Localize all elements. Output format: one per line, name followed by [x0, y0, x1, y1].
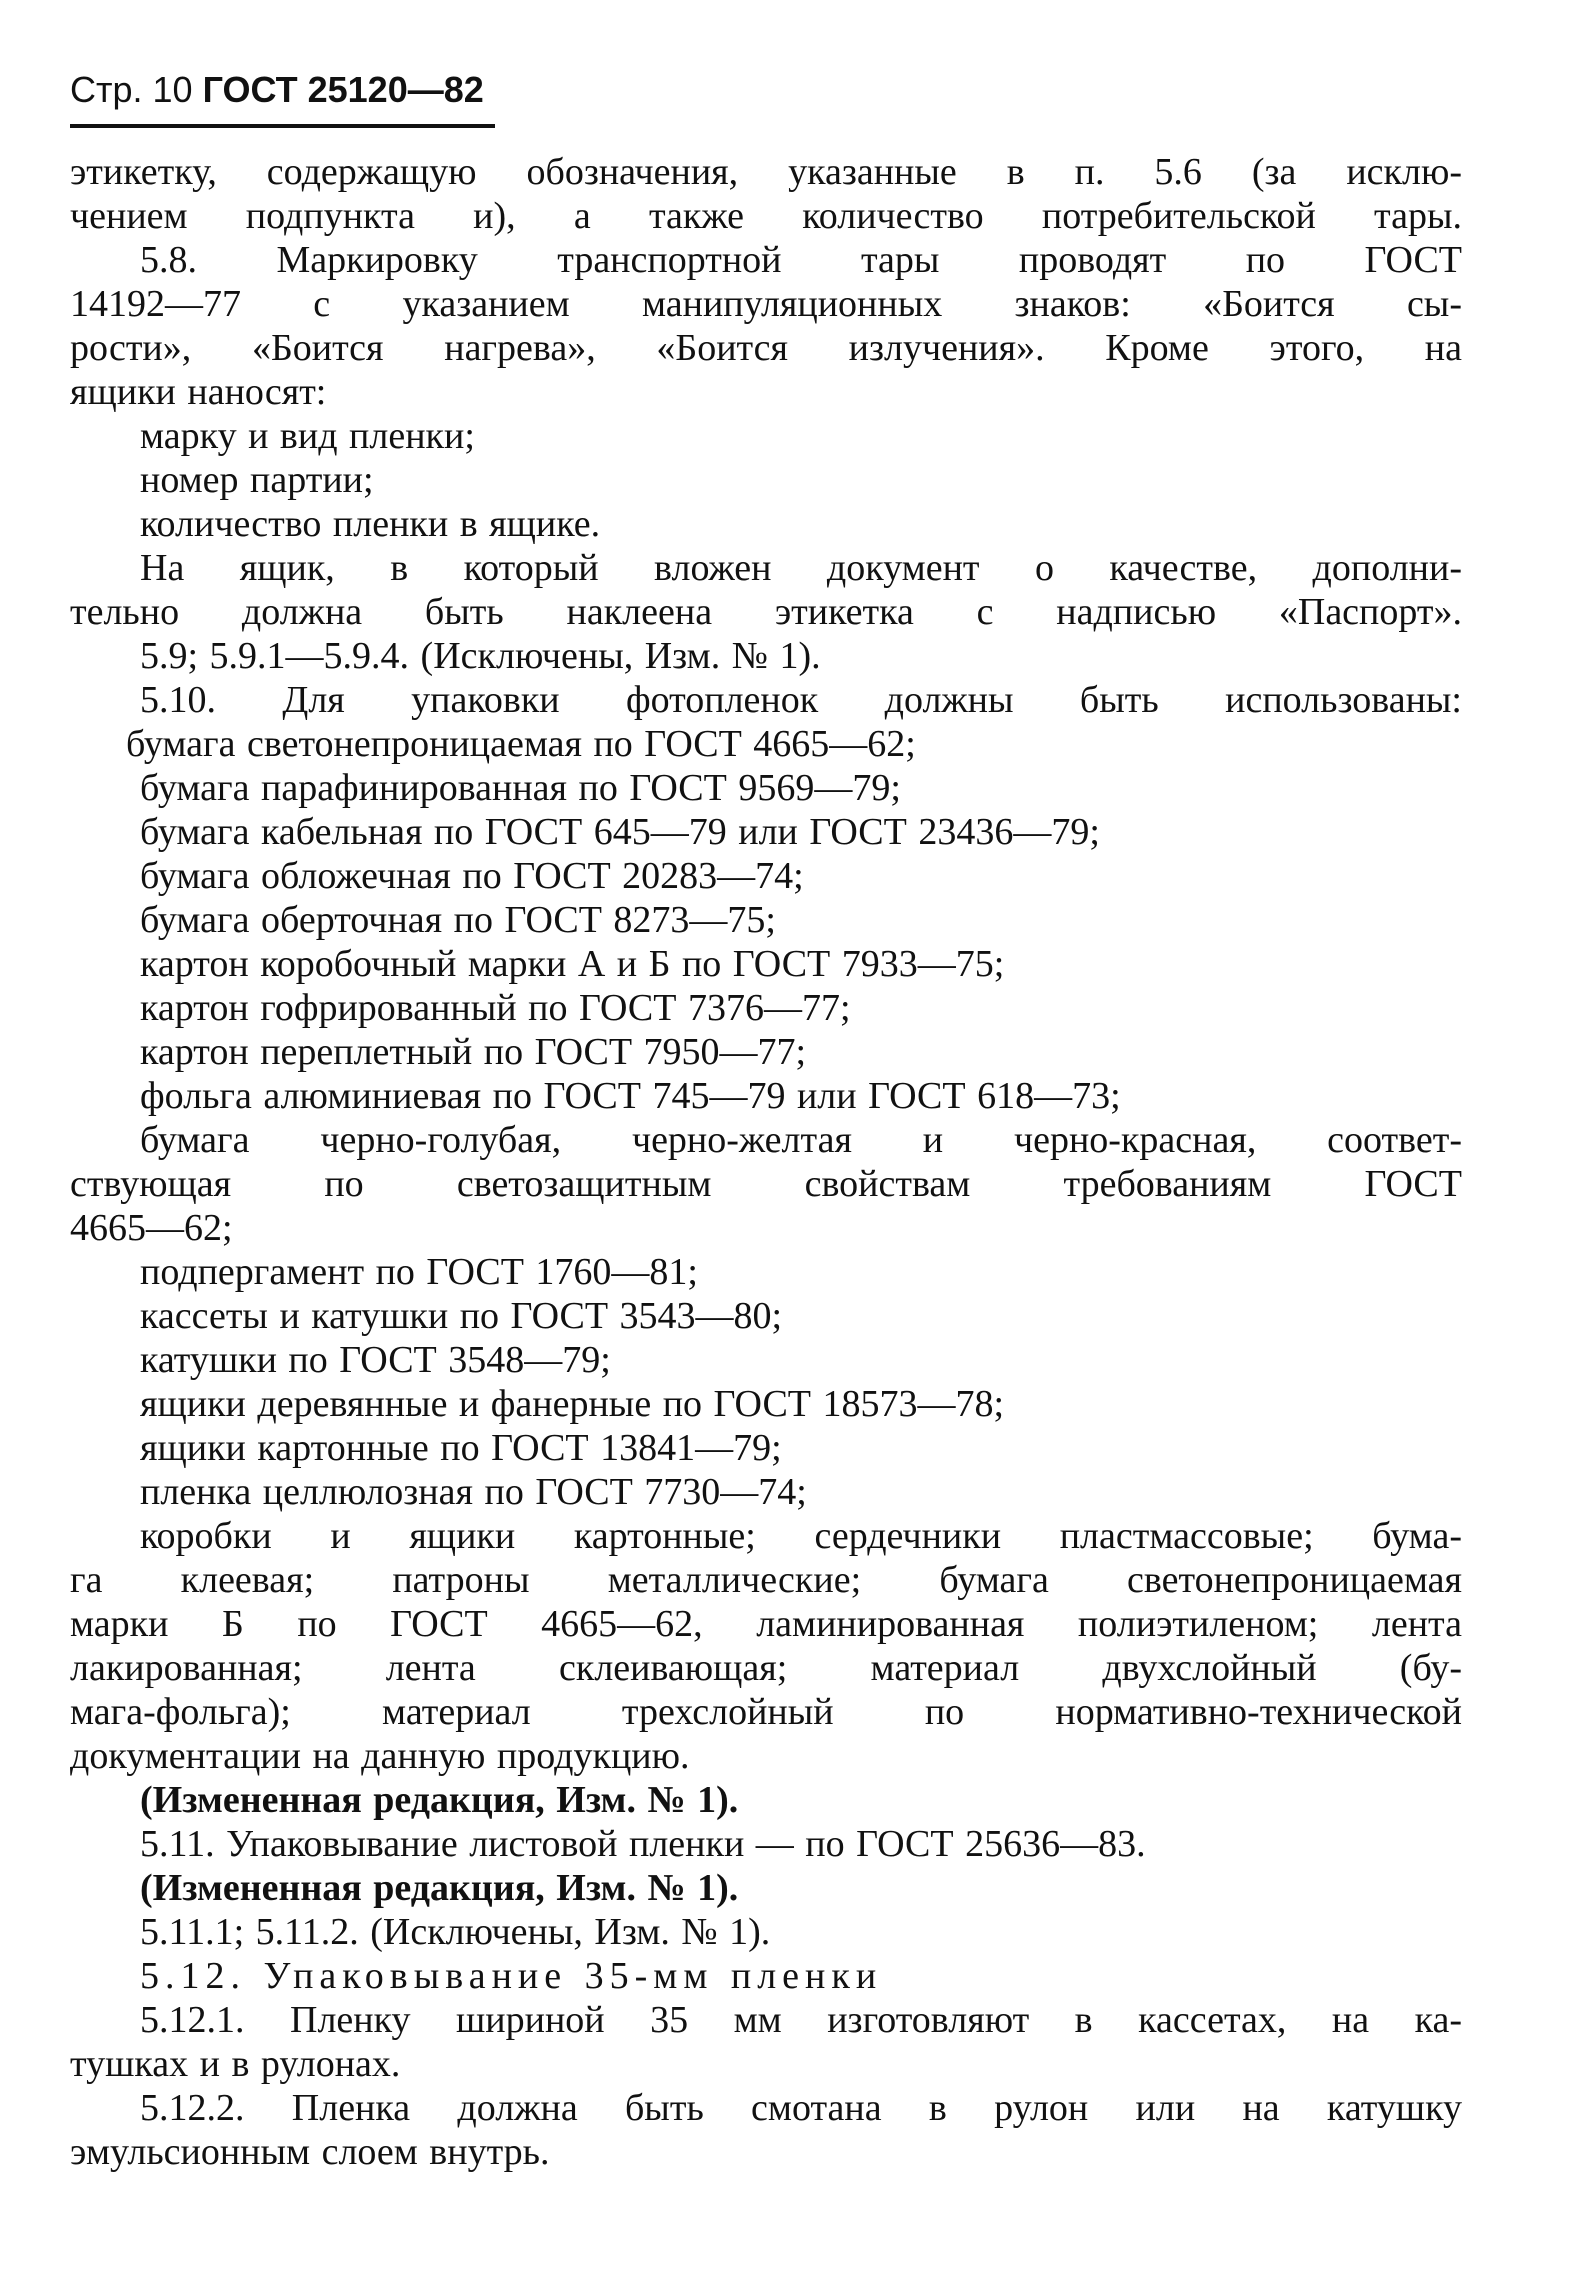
text-line: тушках и в рулонах. [70, 2043, 401, 2085]
text-line: рости», «Боится нагрева», «Боится излучения». Кроме этого, на [70, 327, 1462, 369]
text-line: мага-фольга); материал трехслойный по нормативно-технической [70, 1691, 1462, 1733]
text-line: тельно должна быть наклеена этикетка с надписью «Паспорт». [70, 591, 1462, 633]
text-line: га клеевая; патроны металлические; бумага светонепроницаемая [70, 1559, 1462, 1601]
list-item: пленка целлюлозная по ГОСТ 7730—74; [140, 1471, 807, 1513]
page-header [70, 68, 484, 112]
text-line: чением подпункта и), а также количество потребительской тары. [70, 195, 1462, 237]
amendment-note: (Измененная редакция, Изм. № 1). [140, 1779, 739, 1821]
section-5-9: 5.9; 5.9.1—5.9.4. (Исключены, Изм. № 1). [140, 635, 821, 677]
section-5-12-1: 5.12.1. Пленку шириной 35 мм изготовляют в кассетах, на ка- [140, 1999, 1462, 2041]
text-line: документации на данную продукцию. [70, 1735, 690, 1777]
header-rule [70, 124, 495, 128]
list-item: ящики деревянные и фанерные по ГОСТ 18573—78; [140, 1383, 1005, 1425]
text-line: эмульсионным слоем внутрь. [70, 2131, 550, 2173]
standard-number: ГОСТ 25120—82 [202, 69, 484, 110]
list-item: номер партии; [140, 459, 374, 501]
list-item: коробки и ящики картонные; сердечники пластмассовые; бума- [140, 1515, 1462, 1557]
list-item: бумага обложечная по ГОСТ 20283—74; [140, 855, 804, 897]
list-item: бумага кабельная по ГОСТ 645—79 или ГОСТ 23436—79; [140, 811, 1100, 853]
list-item: количество пленки в ящике. [140, 503, 601, 545]
text-line: ствующая по светозащитным свойствам требованиям ГОСТ [70, 1163, 1462, 1205]
text-line: На ящик, в который вложен документ о качестве, дополни- [140, 547, 1462, 589]
section-5-8: 5.8. Маркировку транспортной тары проводят по ГОСТ [140, 239, 1462, 281]
text-line: марки Б по ГОСТ 4665—62, ламинированная полиэтиленом; лента [70, 1603, 1462, 1645]
section-5-10: 5.10. Для упаковки фотопленок должны быть использованы: [140, 679, 1462, 721]
list-item: кассеты и катушки по ГОСТ 3543—80; [140, 1295, 783, 1337]
section-5-12-heading: 5.12. Упаковывание 35-мм пленки [140, 1955, 883, 1997]
amendment-note: (Измененная редакция, Изм. № 1). [140, 1867, 739, 1909]
section-5-12-2: 5.12.2. Пленка должна быть смотана в рулон или на катушку [140, 2087, 1462, 2129]
list-item: марку и вид пленки; [140, 415, 475, 457]
list-item: ящики картонные по ГОСТ 13841—79; [140, 1427, 782, 1469]
list-item: бумага парафинированная по ГОСТ 9569—79; [140, 767, 901, 809]
list-item: подпергамент по ГОСТ 1760—81; [140, 1251, 698, 1293]
list-item: картон коробочный марки А и Б по ГОСТ 7933—75; [140, 943, 1005, 985]
list-item: бумага светонепроницаемая по ГОСТ 4665—62; [126, 723, 916, 765]
text-line: лакированная; лента склеивающая; материал двухслойный (бу- [70, 1647, 1462, 1689]
text-line: 14192—77 с указанием манипуляционных знаков: «Боится сы- [70, 283, 1462, 325]
list-item: картон переплетный по ГОСТ 7950—77; [140, 1031, 807, 1073]
list-item: фольга алюминиевая по ГОСТ 745—79 или ГОСТ 618—73; [140, 1075, 1121, 1117]
list-item: бумага черно-голубая, черно-желтая и черно-красная, соответ- [140, 1119, 1462, 1161]
text-line: этикетку, содержащую обозначения, указанные в п. 5.6 (за исклю- [70, 151, 1462, 193]
section-5-11: 5.11. Упаковывание листовой пленки — по ГОСТ 25636—83. [140, 1823, 1146, 1865]
section-5-11-1: 5.11.1; 5.11.2. (Исключены, Изм. № 1). [140, 1911, 771, 1953]
list-item: картон гофрированный по ГОСТ 7376—77; [140, 987, 851, 1029]
text-line: ящики наносят: [70, 371, 327, 413]
text-line: 4665—62; [70, 1207, 233, 1249]
list-item: катушки по ГОСТ 3548—79; [140, 1339, 611, 1381]
document-body [70, 150, 1462, 2174]
page-number: Стр. 10 [70, 69, 193, 110]
list-item: бумага оберточная по ГОСТ 8273—75; [140, 899, 776, 941]
